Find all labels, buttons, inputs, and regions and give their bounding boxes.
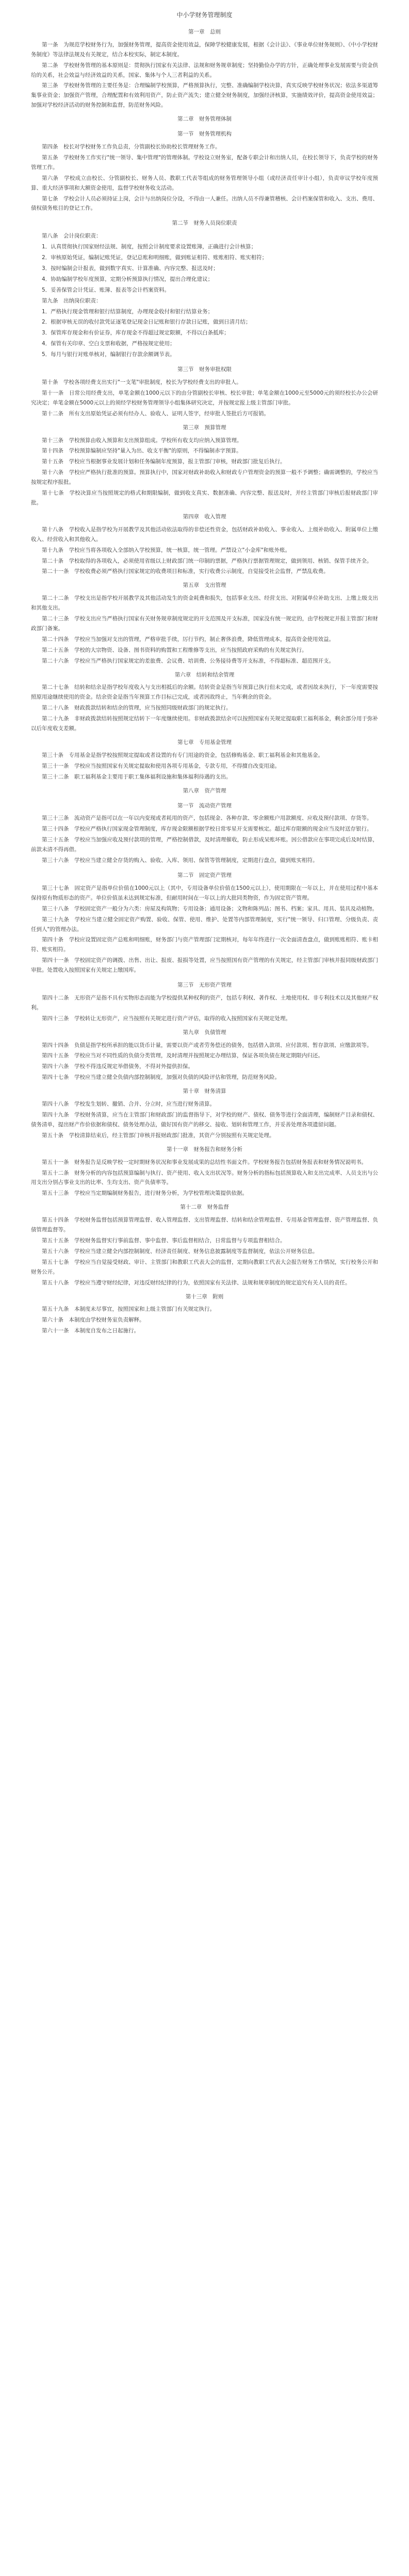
list-item: 1．严格执行现金管理和银行结算制度，办理现金收付和银行结算业务； (42, 308, 214, 315)
article-paragraph: 第四十九条 学校财务清算，应当在主管部门和财政部门的监督指导下，对学校的财产、债权、债务等进行全面清理，编制财产目录和债权、债务清单，提出财产作价依据和债权、债务处理办法，做好国有资产的移交、接收、划转和管理工作，并妥善处理各项遗留问题。 (31, 1112, 378, 1128)
chapter-heading: 第六章 结转和结余管理 (174, 671, 235, 678)
article-paragraph: 第三十二条 职工福利基金主要用于职工集体福利设施和集体福利待遇的支出。 (42, 773, 232, 780)
article-paragraph: 第四十三条 学校转让无形资产，应当按照有关规定进行资产评估，取得的收入按照国家有关规定处理。 (42, 1015, 291, 1022)
chapter-heading: 第十一章 财务报告和财务分析 (167, 1146, 242, 1153)
chapter-heading: 第十章 财务清算 (183, 1088, 226, 1095)
article-paragraph: 第六十一条 本制度自发布之日起施行。 (42, 1328, 139, 1334)
article-paragraph: 第二十七条 结转和结余是指学校年度收入与支出相抵后的余额。结转资金是指当年预算已执行但未完成，或者因故未执行，下一年度需要按照原用途继续使用的资金。结余资金是指当年预算工作目标已完成，或者因故终止，当年剩余的资金。 (31, 684, 378, 701)
article-paragraph: 第四十一条 学校固定资产的调拨、出售、出让、报废、报损等处置，应当按照国有资产管理的有关规定，经主管部门审核并报同级财政部门审批。处置收入按照国家有关规定上缴国库。 (31, 957, 378, 974)
chapter-heading: 第四章 收入管理 (183, 513, 226, 520)
article-paragraph: 第二十五条 学校的大宗物资、设备、图书资料的购置和工程维修等支出，应当按照政府采购的有关规定执行。 (42, 647, 307, 653)
article-paragraph: 第五十九条 本制度未尽事宜，按照国家和上级主管部门有关规定执行。 (42, 1306, 215, 1313)
article-paragraph: 第五十一条 财务报告是反映学校一定时期财务状况和事业发展成果的总结性书面文件。学校财务报告包括财务报表和财务情况说明书。 (42, 1159, 367, 1165)
article-paragraph: 第五十条 学校清算结束后，经主管部门审核并报财政部门批准，其资产分别按照有关规定处理。 (42, 1132, 275, 1139)
article-paragraph: 第四十六条 学校不得违反规定举借债务，不得对外提供担保。 (42, 1063, 193, 1070)
chapter-heading: 第二章 财务管理体制 (177, 116, 232, 123)
article-paragraph: 第十六条 学校应严格执行批准的预算。预算执行中，国家对财政补助收入和财政专户管理资金的预算一般不予调整；确需调整的，学校应当按规定程序报批。 (31, 469, 378, 486)
list-item: 1．认真贯彻执行国家财经法规、制度，按照会计制度要求设置账簿，正确进行会计核算； (42, 244, 257, 250)
article-paragraph: 第十八条 学校收入是指学校为开展教学及其他活动依法取得的非偿还性资金，包括财政补助收入、事业收入、上级补助收入、附属单位上缴收入、经营收入和其他收入。 (31, 526, 378, 543)
section-heading: 第一节 财务管理机构 (177, 131, 232, 138)
article-paragraph: 第三十四条 学校应严格执行国家现金管理制度，库存现金限额根据学校日常零星开支需要核定。超过库存限额的现金应当及时送存银行。 (42, 826, 372, 833)
list-item: 5．妥善保管会计凭证、账簿、报表等会计档案资料。 (42, 286, 170, 293)
article-paragraph: 第九条 出纳岗位职责： (42, 297, 102, 304)
page-title: 中小学财务管理制度 (176, 11, 233, 19)
article-paragraph: 第二十六条 学校应当严格执行国家规定的差旅费、会议费、培训费、公务接待费等开支标准，不得超标准、超范围开支。 (42, 657, 334, 664)
article-paragraph: 第十五条 学校应当根据事业发展计划和任务编制年度预算，报主管部门审核，财政部门批复后执行。 (42, 459, 286, 465)
article-paragraph: 第五十七条 学校应当自觉接受财政、审计、主管部门和教职工代表大会的监督，定期向教职工代表大会报告财务工作情况，实行校务公开和财务公开。 (31, 1259, 378, 1275)
article-paragraph: 第一条 为规范学校财务行为，加强财务管理，提高资金使用效益，保障学校健康发展，根据《会计法》、《事业单位财务规则》、《中小学校财务制度》等法律法规及有关规定，结合本校实际，制定本制度。 (31, 41, 378, 58)
list-item: 5．每月与银行对账单核对，编制银行存款余额调节表。 (42, 351, 175, 358)
article-paragraph: 第三条 学校财务管理的主要任务是：合理编制学校预算，严格预算执行，完整、准确编制学校决算，真实反映学校财务状况；依法多渠道筹集事业资金；加强资产管理，合理配置和有效利用资产，防止资产流失；建立健全财务制度，加强经济核算，实施绩效评价，提高资金使用效益；加强对学校经济活动的财务控制和监督，防范财务风险。 (31, 82, 378, 109)
article-paragraph: 第二十八条 财政拨款结转和结余的管理，应当按照同级财政部门的规定执行。 (42, 705, 232, 711)
list-item: 3．按时编制会计报表，做到数字真实、计算准确、内容完整、报送及时； (42, 265, 219, 272)
list-item: 2．根据审核无误的收付款凭证逐笔登记现金日记账和银行存款日记账，做到日清月结； (42, 319, 251, 326)
article-paragraph: 第二十九条 非财政拨款结转按照规定结转下一年度继续使用。非财政拨款结余可以按照国家有关规定提取职工福利基金，剩余部分用于弥补以后年度收支差额。 (31, 716, 378, 732)
article-paragraph: 第四条 校长对学校财务工作负总责，分管副校长协助校长管理财务工作。 (42, 143, 221, 150)
article-paragraph: 第十三条 学校预算由收入预算和支出预算组成。学校所有收支均应纳入预算管理。 (42, 437, 242, 444)
chapter-heading: 第十二章 财务监督 (180, 1204, 229, 1211)
article-paragraph: 第十七条 学校决算应当按照规定的格式和期限编制，做到收支真实、数据准确、内容完整、报送及时，并经主管部门审核后报财政部门审批。 (31, 490, 378, 506)
article-paragraph: 第六十条 本制度由学校财务室负责解释。 (42, 1317, 145, 1324)
article-paragraph: 第二十一条 学校收费必须严格执行国家规定的收费项目和标准，实行收费公示制度，自觉接受社会监督，严禁乱收费。 (42, 568, 329, 575)
article-paragraph: 第三十八条 学校固定资产一般分为六类：房屋及构筑物；专用设备；通用设备；文物和陈列品；图书、档案；家具、用具、装具及动植物。 (42, 905, 378, 912)
list-item: 4．保管有关印章、空白支票和收据，严格按规定使用； (42, 341, 175, 347)
article-paragraph: 第十四条 学校预算编制应坚持"量入为出、收支平衡"的原则，不得编制赤字预算。 (42, 448, 242, 454)
chapter-heading: 第十三章 附则 (185, 1293, 224, 1300)
article-paragraph: 第四十七条 学校应当建立健全负债内部控制制度，加强对负债的风险评估和管理，防范财务风险。 (42, 1074, 280, 1081)
section-heading: 第二节 财务人员岗位职责 (172, 220, 237, 227)
article-paragraph: 第二条 学校财务管理的基本原则是：贯彻执行国家有关法律、法规和财务规章制度；坚持勤俭办学的方针，正确处理事业发展需要与资金供给的关系，社会效益与经济效益的关系，国家、集体与个人三者利益的关系。 (31, 62, 378, 78)
article-paragraph: 第三十六条 学校应当建立健全存货的购入、验收、入库、领用、保管等管理制度，定期进行盘点，做到账实相符。 (42, 857, 318, 864)
article-paragraph: 第五十二条 财务分析的内容包括预算编制与执行、资产使用、收入支出状况等。财务分析的指标包括预算收入和支出完成率、人员支出与公用支出分别占事业支出的比率、生均支出、资产负债率等。 (31, 1170, 378, 1186)
article-paragraph: 第三十条 专用基金是指学校按照规定提取或者设置的有专门用途的资金，包括修购基金、职工福利基金和其他基金。 (42, 752, 323, 758)
article-paragraph: 第六条 学校成立由校长、分管副校长、财务人员、教职工代表等组成的财务管理领导小组（或经济责任审计小组），负责审议学校年度预算、重大经济事项和大额资金使用，监督学校财务收支活动。 (31, 175, 378, 191)
article-paragraph: 第二十四条 学校应当加强对支出的管理，严格审批手续，厉行节约，制止奢侈浪费，降低管理成本，提高资金使用效益。 (42, 636, 334, 642)
section-heading: 第三节 无形资产管理 (177, 982, 232, 989)
section-heading: 第二节 固定资产管理 (177, 872, 232, 878)
article-paragraph: 第十条 学校各项经费支出实行"一支笔"审批制度，校长为学校经费支出的审批人。 (42, 379, 242, 385)
chapter-heading: 第九章 负债管理 (183, 1029, 226, 1036)
article-paragraph: 第七条 学校会计人员必须持证上岗，会计与出纳岗位分设，不得由一人兼任。出纳人员不得兼管稽核、会计档案保管和收入、支出、费用、债权债务账目的登记工作。 (31, 195, 378, 212)
article-paragraph: 第五十六条 学校应当建立健全内部控制制度、经济责任制度、财务信息披露制度等监督制度，依法公开财务信息。 (42, 1248, 318, 1255)
article-paragraph: 第二十二条 学校支出是指学校开展教学及其他活动发生的资金耗费和损失，包括事业支出、经营支出、对附属单位补助支出、上缴上级支出和其他支出。 (31, 595, 378, 612)
section-heading: 第三节 财务审批权限 (177, 366, 232, 373)
article-paragraph: 第三十三条 流动资产是指可以在一年以内变现或者耗用的资产，包括现金、各种存款、零余额账户用款额度、应收及预付款项、存货等。 (42, 815, 372, 822)
chapter-heading: 第一章 总则 (188, 28, 221, 35)
article-paragraph: 第五十三条 学校应当定期编制财务报告，进行财务分析，为学校管理决策提供依据。 (42, 1190, 248, 1197)
chapter-heading: 第三章 预算管理 (183, 424, 226, 431)
article-paragraph: 第五十四条 学校财务监督包括预算管理监督、收入管理监督、支出管理监督、结转和结余管理监督、专用基金管理监督、资产管理监督、负债管理监督等。 (31, 1217, 378, 1233)
article-paragraph: 第五十八条 学校应当遵守财经纪律，对违反财经纪律的行为，依照国家有关法律、法规和规章制度的规定追究有关人员的责任。 (42, 1279, 351, 1286)
article-paragraph: 第三十九条 学校应当建立健全固定资产购置、验收、保管、使用、维护、处置等内部管理制度，实行"统一领导、归口管理、分级负责、责任到人"的管理办法。 (31, 916, 378, 933)
list-item: 4．协助编制学校年度预算，定期分析预算执行情况，提出合理化建议； (42, 276, 214, 282)
article-paragraph: 第四十八条 学校发生划转、撤销、合并、分立时，应当进行财务清算。 (42, 1101, 215, 1108)
article-paragraph: 第十九条 学校应当将各项收入全部纳入学校预算，统一核算，统一管理。严禁设立"小金库"和账外账。 (42, 547, 291, 553)
chapter-heading: 第七章 专用基金管理 (177, 739, 232, 745)
article-paragraph: 第四十条 学校应设置固定资产总账和明细账，财务部门与资产管理部门定期核对，每年年终进行一次全面清查盘点，做到账账相符、账卡相符、账实相符。 (31, 937, 378, 953)
article-paragraph: 第三十五条 学校应当加强应收及预付款项的管理，严格控制借款，及时清理催收，防止形成呆账坏账。因公借款应在事项完成后及时结算，前款未清不得再借。 (31, 837, 378, 853)
article-paragraph: 第五条 学校财务工作实行"统一领导、集中管理"的管理体制。学校设立财务室，配备专职会计和出纳人员，在校长领导下，负责学校的财务管理工作。 (31, 154, 378, 171)
article-paragraph: 第三十一条 学校应当按照国家有关规定提取和使用各项专用基金，专款专用，不得擅自改变用途。 (42, 762, 280, 769)
article-paragraph: 第十一条 日常公用经费支出，单笔金额在1000元以下的由分管副校长审核、校长审批；单笔金额在1000元至5000元的须经校长办公会研究决定；单笔金额在5000元以上的须经学校财务管理领导小组集体研究决定，并按规定报上级主管部门审批。 (31, 389, 378, 406)
article-paragraph: 第四十四条 负债是指学校所承担的能以货币计量，需要以资产或者劳务偿还的债务，包括借入款项、应付款项、暂存款项、应缴款项等。 (42, 1042, 372, 1048)
article-paragraph: 第四十五条 学校应当对不同性质的负债分类管理，及时清理并按照规定办理结算，保证各项负债在规定期限内归还。 (42, 1053, 323, 1059)
chapter-heading: 第八章 资产管理 (183, 787, 226, 794)
article-paragraph: 第十二条 所有支出原始凭证必须有经办人、验收人、证明人签字，经审批人签批后方可报销。 (42, 410, 269, 417)
list-item: 2．审核原始凭证，编制记账凭证，登记总账和明细账，做到账证相符、账账相符、账实相符； (42, 255, 268, 261)
article-paragraph: 第二十条 学校取得的各项收入，必须使用省级以上财政部门统一印制的票据，严格执行票据管理规定，做到领用、核销、保管手续齐全。 (42, 557, 372, 564)
article-paragraph: 第四十二条 无形资产是指不具有实物形态而能为学校提供某种权利的资产，包括专利权、著作权、土地使用权、非专利技术以及其他财产权利。 (31, 994, 378, 1011)
article-paragraph: 第三十七条 固定资产是指单位价值在1000元以上（其中，专用设备单位价值在1500元以上），使用期限在一年以上，并在使用过程中基本保持原有物质形态的资产。单位价值虽未达到规定标准，但耐用时间在一年以上的大批同类物资，作为固定资产管理。 (31, 885, 378, 901)
list-item: 3．保管库存现金和有价证券，库存现金不得超过规定限额，不得以白条抵库； (42, 330, 230, 336)
document-body (31, 27, 378, 1336)
section-heading: 第一节 流动资产管理 (177, 802, 232, 809)
chapter-heading: 第五章 支出管理 (183, 582, 226, 589)
article-paragraph: 第八条 会计岗位职责： (42, 233, 102, 240)
article-paragraph: 第五十五条 学校财务监督实行事前监督、事中监督、事后监督相结合，日常监督与专项监督相结合。 (42, 1237, 286, 1244)
article-paragraph: 第二十三条 学校支出应当严格执行国家有关财务规章制度规定的开支范围及开支标准，国家没有统一规定的，由学校规定并报主管部门和财政部门备案。 (31, 616, 378, 632)
